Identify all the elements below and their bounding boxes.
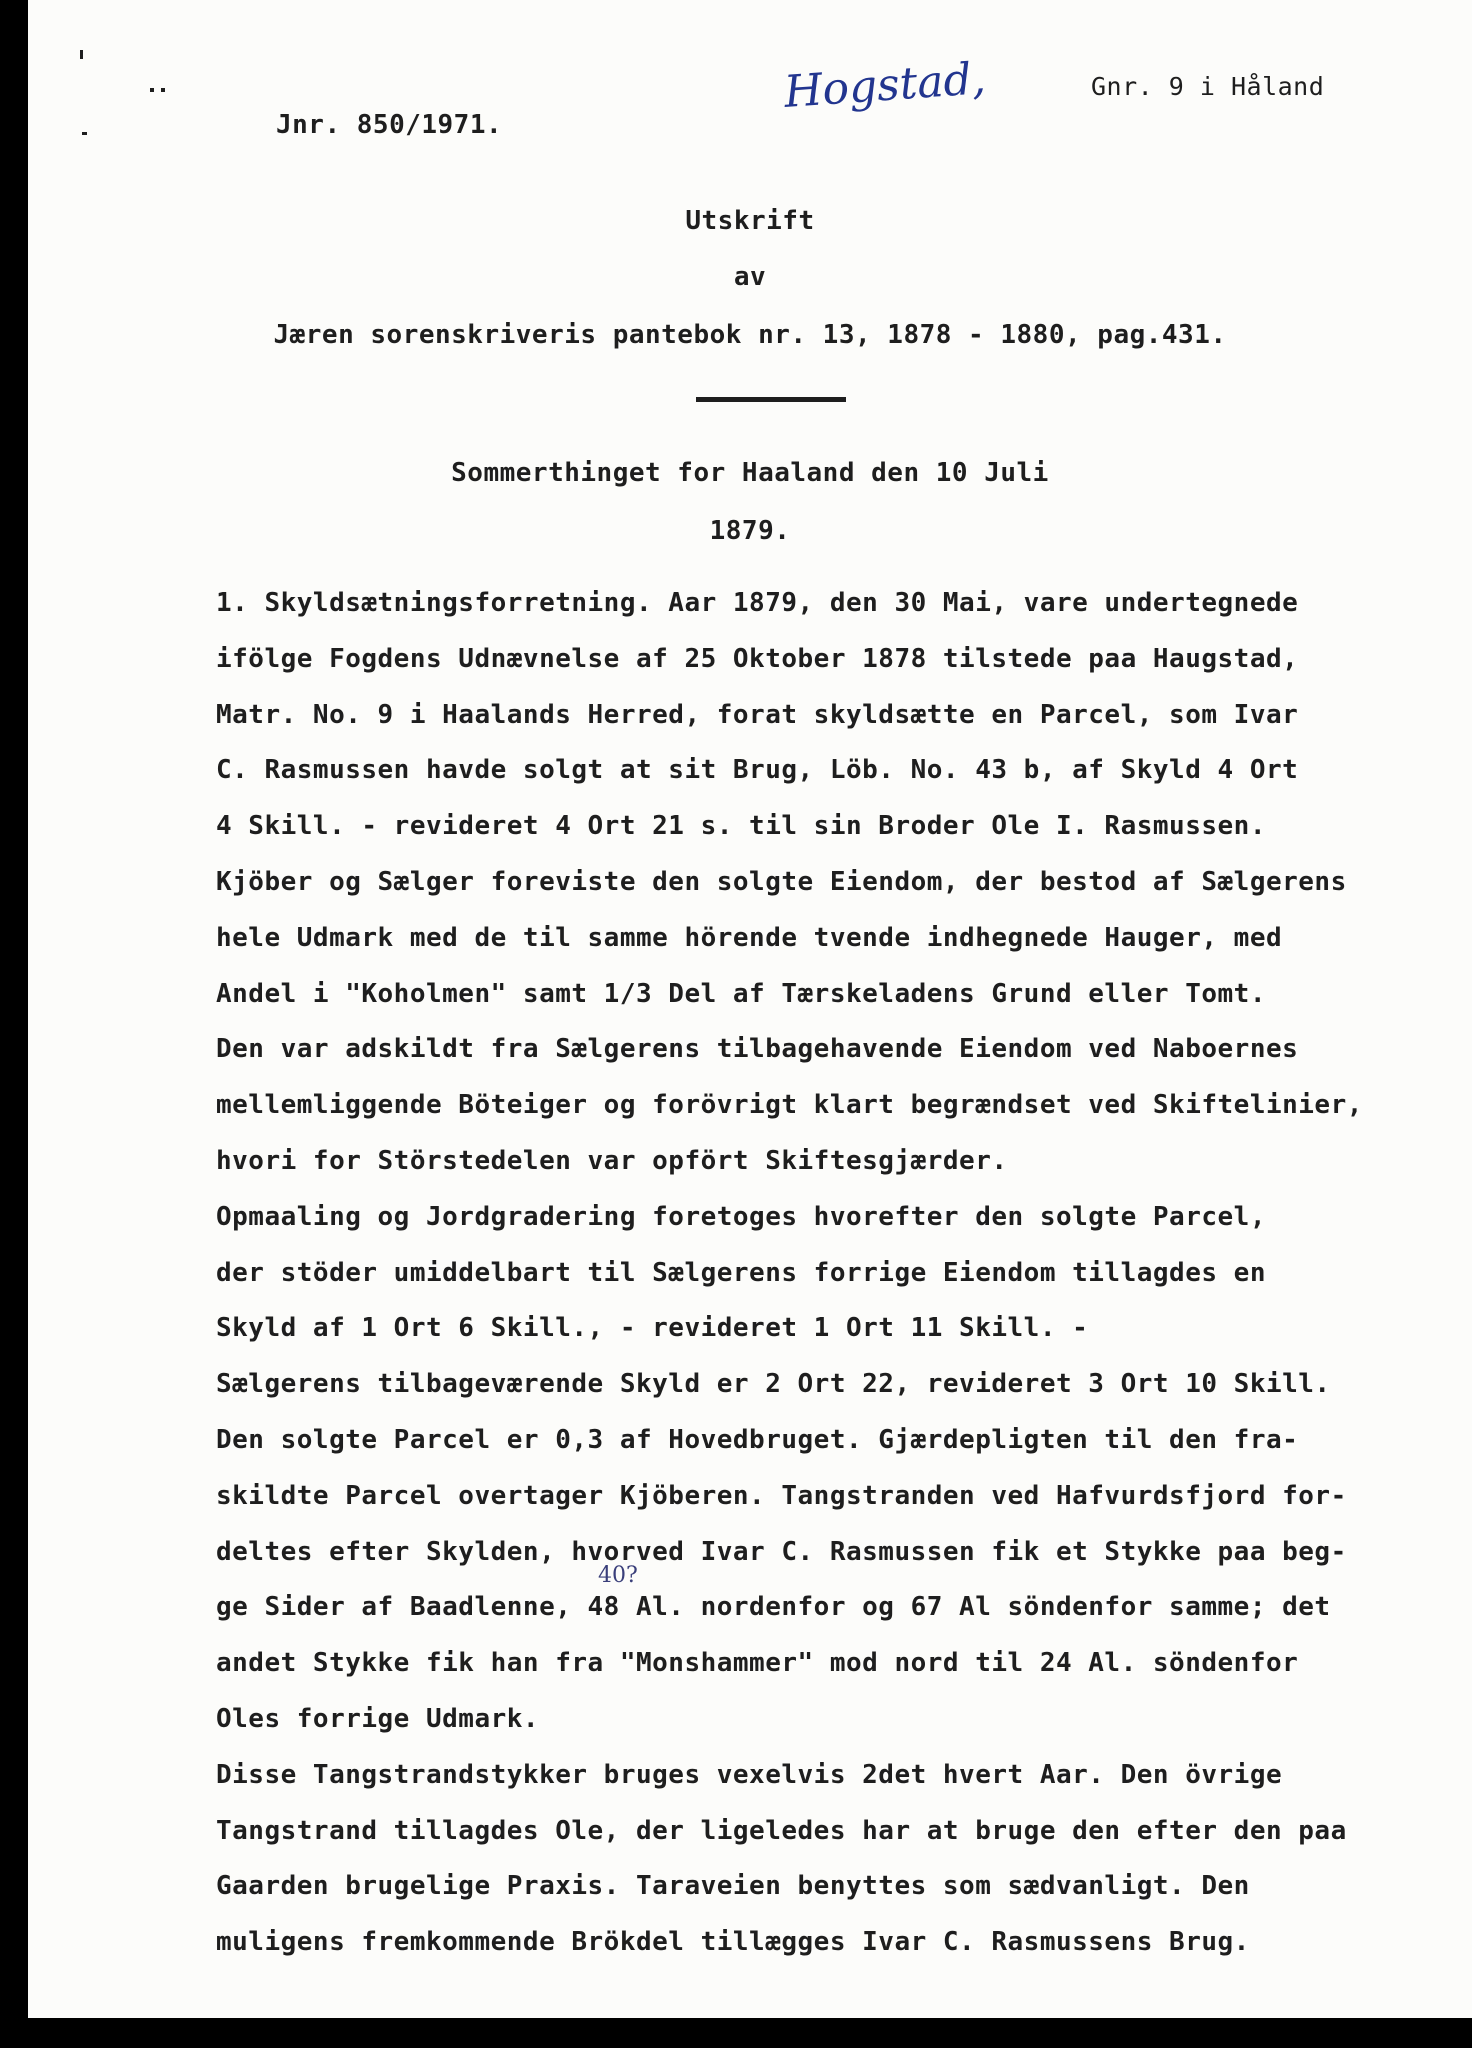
body-line: Den var adskildt fra Sælgerens tilbagehavende Eiendom ved Naboernes (216, 1034, 1299, 1064)
body-line: Skyld af 1 Ort 6 Skill., - revideret 1 Ort 11 Skill. - (216, 1313, 1089, 1343)
title-line-2: av (733, 262, 767, 292)
document-page (28, 0, 1472, 2018)
body-line: Kjöber og Sælger foreviste den solgte Eiendom, der bestod af Sælgerens (216, 867, 1347, 897)
body-line: deltes efter Skylden, hvorved Ivar C. Rasmussen fik et Stykke paa beg- (216, 1537, 1347, 1567)
body-line: Den solgte Parcel er 0,3 af Hovedbruget. Gjærdepligten til den fra- (216, 1425, 1299, 1455)
body-line: andet Stykke fik han fra "Monshammer" mod nord til 24 Al. söndenfor (216, 1648, 1299, 1678)
body-line: Opmaaling og Jordgradering foretoges hvorefter den solgte Parcel, (216, 1202, 1266, 1232)
body-line: hele Udmark med de til samme hörende tvende indhegnede Hauger, med (216, 923, 1283, 953)
margin-mark (161, 88, 165, 92)
body-line: Tangstrand tillagdes Ole, der ligeledes har at bruge den efter den paa (216, 1816, 1347, 1846)
body-line: ge Sider af Baadlenne, 48 Al. nordenfor og 67 Al söndenfor samme; det (216, 1592, 1331, 1622)
margin-mark (82, 132, 87, 135)
title-divider (696, 397, 846, 402)
margin-mark (80, 50, 83, 59)
handwritten-name: Hogstad, (782, 53, 988, 118)
subtitle-line-1: Sommerthinget for Haaland den 10 Juli (451, 458, 1049, 488)
jnr-reference: Jnr. 850/1971. (276, 110, 503, 140)
body-line: der stöder umiddelbart til Sælgerens forrige Eiendom tillagdes en (216, 1258, 1266, 1288)
body-line: Oles forrige Udmark. (216, 1704, 540, 1734)
body-line: Andel i "Koholmen" samt 1/3 Del af Tærskeladens Grund eller Tomt. (216, 979, 1266, 1009)
body-line: muligens fremkommende Brökdel tillægges Ivar C. Rasmussens Brug. (216, 1927, 1250, 1957)
margin-mark (150, 88, 154, 92)
body-line: Gaarden brugelige Praxis. Taraveien benyttes som sædvanligt. Den (216, 1871, 1250, 1901)
body-line: Matr. No. 9 i Haalands Herred, forat skyldsætte en Parcel, som Ivar (216, 700, 1299, 730)
body-line: skildte Parcel overtager Kjöberen. Tangstranden ved Hafvurdsfjord for- (216, 1481, 1347, 1511)
handwritten-annotation: 40? (598, 1563, 638, 1588)
subtitle-line-2: 1879. (709, 516, 791, 546)
title-line-1: Utskrift (685, 206, 815, 236)
title-line-3: Jæren sorenskriveris pantebok nr. 13, 1878 - 1880, pag.431. (273, 320, 1227, 350)
body-line: C. Rasmussen havde solgt at sit Brug, Löb. No. 43 b, af Skyld 4 Ort (216, 755, 1299, 785)
body-line: ifölge Fogdens Udnævnelse af 25 Oktober 1878 tilstede paa Haugstad, (216, 644, 1299, 674)
gnr-reference: Gnr. 9 i Håland (1091, 72, 1325, 101)
body-line: hvori for Störstedelen var opfört Skiftesgjærder. (216, 1146, 1008, 1176)
body-line: mellemliggende Böteiger og forövrigt klart begrændset ved Skiftelinier, (216, 1090, 1363, 1120)
body-line: Sælgerens tilbageværende Skyld er 2 Ort 22, revideret 3 Ort 10 Skill. (216, 1369, 1331, 1399)
body-line: Disse Tangstrandstykker bruges vexelvis 2det hvert Aar. Den övrige (216, 1760, 1283, 1790)
body-line: 4 Skill. - revideret 4 Ort 21 s. til sin Broder Ole I. Rasmussen. (216, 811, 1266, 841)
body-line: 1. Skyldsætningsforretning. Aar 1879, den 30 Mai, vare undertegnede (216, 588, 1299, 618)
